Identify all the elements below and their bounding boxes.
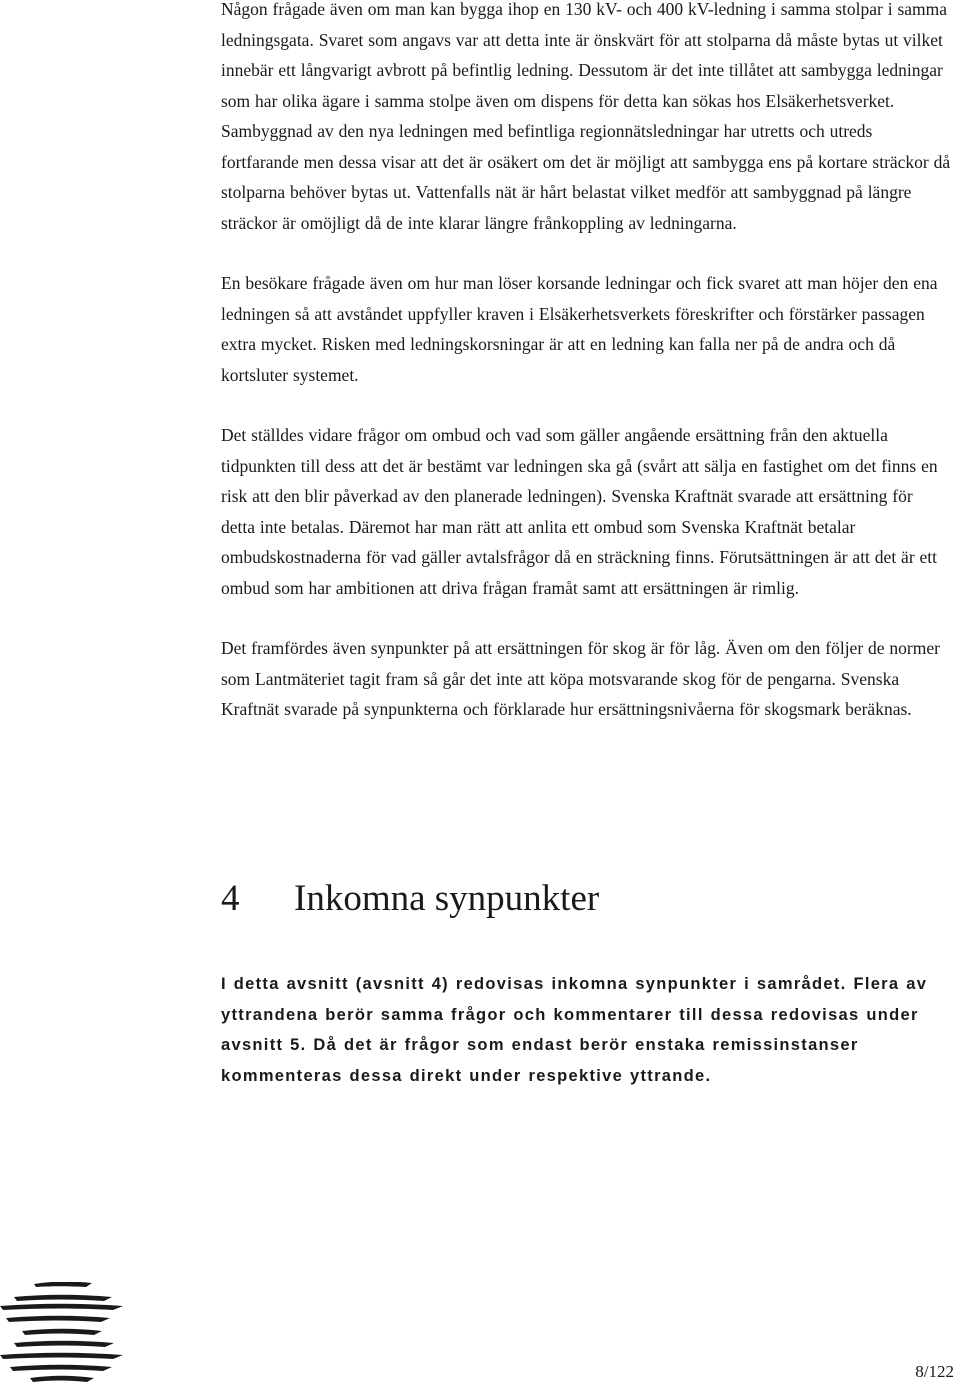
body-text [221,0,951,725]
paragraph-forest-compensation: Det framfördes även synpunkter på att ersättningen för skog är för låg. Även om den följer de normer som Lantmäteriet tagit fram så går det inte att köpa motsvarande skog för de pengarna. Svenska Kraftnät svarade på synpunkterna och förklarade hur ersättningsnivåerna för skogsmark beräknas. [221,638,940,719]
page-number: 8/122 [915,1362,954,1381]
section-title: Inkomna synpunkter [294,878,600,919]
paragraph-co-location: Någon frågade även om man kan bygga ihop en 130 kV- och 400 kV-ledning i samma stolpar i samma ledningsgata. Svaret som angavs var att detta inte är önskvärt för att stolparna då måste bytas ut vilket innebär ett långvarigt avbrott på befintlig ledning. Dessutom är det inte tillåtet att sambygga ledningar som har olika ägare i samma stolpe även om dispens för detta kan sökas hos Elsäkerhetsverket. Sambyggnad av den nya ledningen med befintliga regionnätsledningar har utretts och utreds fortfarande men dessa visar att det är osäkert om det är möjligt att sambygga ens på kortare sträckor då stolparna behöver bytas ut. Vattenfalls nät är hårt belastat vilket medför att sambyggnad på längre sträckor är omöjligt då de inte klarar längre frånkoppling av ledningarna. [221,0,951,233]
svenska-kraftnat-stripes-logo-icon [0,1282,125,1382]
section-number: 4 [221,878,240,919]
paragraph-crossing-lines: En besökare frågade även om hur man löser korsande ledningar och fick svaret att man höjer den ena ledningen så att avståndet uppfyller kraven i Elsäkerhetsverkets föreskrifter och förstärker passagen extra mycket. Risken med ledningskorsningar är att en ledning kan falla ner på de andra och då kortsluter systemet. [221,273,938,385]
paragraph-compensation: Det ställdes vidare frågor om ombud och vad som gäller angående ersättning från den aktuella tidpunkten till dess att det är bestämt var ledningen ska gå (svårt att sälja en fastighet om det finns en risk att den blir påverkad av den planerade ledningen). Svenska Kraftnät svarade att ersättning för detta inte betalas. Däremot har man rätt att anlita ett ombud som Svenska Kraftnät betalar ombudskostnaderna för vad gäller avtalsfrågor då en sträckning finns. Förutsättningen är att det är ett ombud som har ambitionen att driva frågan framåt samt att ersättningen är rimlig. [221,425,938,598]
section-intro: I detta avsnitt (avsnitt 4) redovisas inkomna synpunkter i samrådet. Flera av yttrandena berör samma frågor och kommentarer till dessa redovisas under avsnitt 5. Då det är frågor som endast berör enstaka remissinstanser kommenteras dessa direkt under respektive yttrande. [221,975,928,1085]
section-heading [221,876,599,922]
